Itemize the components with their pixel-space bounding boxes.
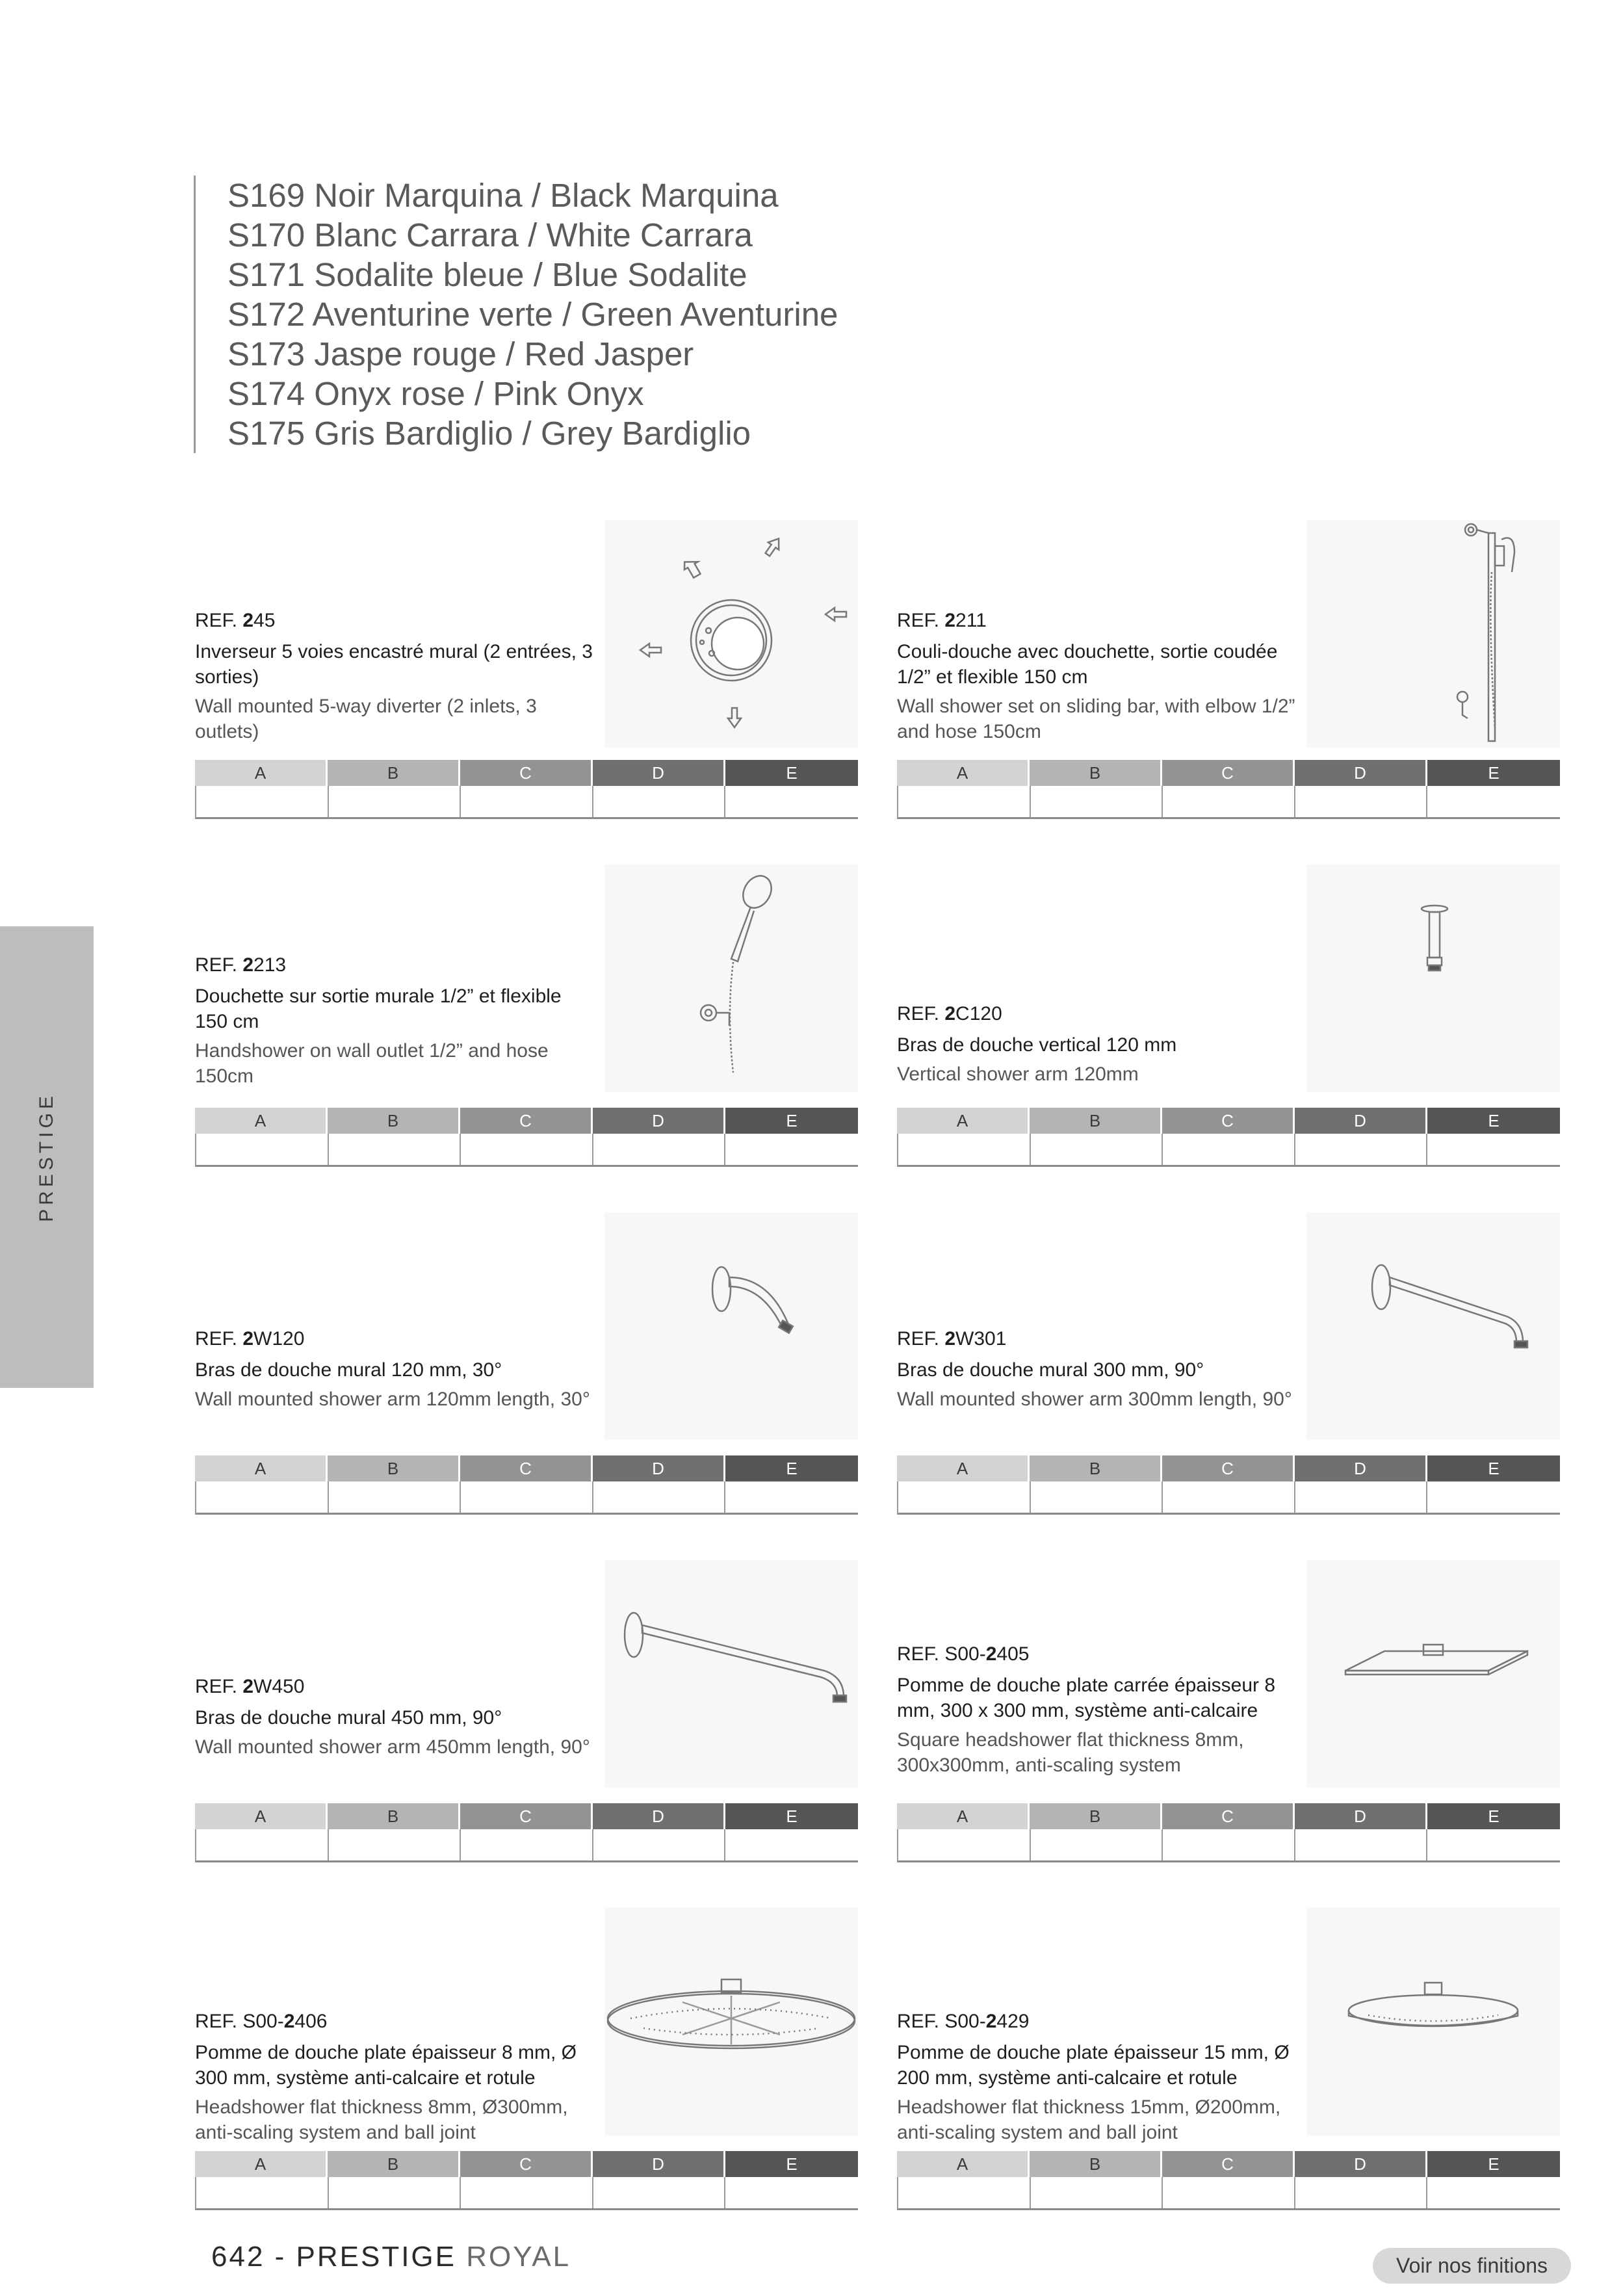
grid-value-cell — [725, 1481, 858, 1513]
grid-header-cell: B — [328, 1108, 460, 1134]
grid-value-cell — [329, 1134, 461, 1165]
grid-header-cell: C — [460, 1108, 593, 1134]
grid-header-cell: E — [725, 1455, 858, 1481]
grid-header-cell: B — [328, 1455, 460, 1481]
grid-header-cell: A — [897, 1108, 1030, 1134]
shower-arm-long-icon — [604, 1560, 858, 1788]
grid-header-cell: E — [1427, 1108, 1560, 1134]
finish-grid — [195, 1108, 858, 1167]
finish-item: S174 Onyx rose / Pink Onyx — [227, 375, 644, 412]
grid-header-cell: C — [1162, 1455, 1295, 1481]
finish-grid — [897, 1803, 1560, 1862]
grid-value-cell — [898, 2177, 1031, 2208]
finish-grid — [897, 2151, 1560, 2210]
grid-header-cell: E — [1427, 760, 1560, 786]
finish-item: S172 Aventurine verte / Green Aventurine — [227, 296, 838, 333]
grid-value-cell — [1163, 1829, 1295, 1860]
finish-grid — [897, 1455, 1560, 1515]
product-text — [897, 1641, 1300, 1778]
product-card — [195, 1908, 858, 2210]
grid-header-cell: B — [1030, 2151, 1162, 2177]
grid-value-cell — [1163, 1134, 1295, 1165]
grid-value-cell — [1427, 1134, 1560, 1165]
grid-value-cell — [1295, 1829, 1428, 1860]
product-text — [897, 608, 1300, 744]
grid-value-cell — [1031, 1134, 1163, 1165]
product-ref: REF. S00-2405 — [897, 1643, 1030, 1665]
grid-header-cell: A — [195, 2151, 328, 2177]
product-ref: REF. 2W120 — [195, 1328, 305, 1350]
product-desc-en: Wall mounted shower arm 450mm length, 90° — [195, 1736, 590, 1758]
finish-grid — [195, 1455, 858, 1515]
round-headshower-large-icon — [604, 1908, 858, 2135]
product-desc-fr: Pomme de douche plate épaisseur 15 mm, Ø 200 mm, système anti-calcaire et rotule — [897, 2042, 1290, 2089]
product-desc-en: Wall mounted shower arm 300mm length, 90° — [897, 1389, 1292, 1410]
product-ref: REF. 2211 — [897, 610, 987, 631]
page-footer-title — [211, 2241, 571, 2273]
grid-value-cell — [196, 1829, 329, 1860]
grid-header-cell: A — [897, 1455, 1030, 1481]
grid-value-cell — [461, 1134, 593, 1165]
product-ref: REF. S00-2406 — [195, 2011, 328, 2032]
finish-item: S169 Noir Marquina / Black Marquina — [227, 177, 779, 214]
grid-value-cell — [1427, 786, 1560, 817]
grid-value-cell — [725, 1829, 858, 1860]
grid-header-cell: D — [1295, 2151, 1427, 2177]
grid-value-cell — [329, 2177, 461, 2208]
grid-header-cell: B — [1030, 1455, 1162, 1481]
product-desc-en: Square headshower flat thickness 8mm, 300x300mm, anti-scaling system — [897, 1729, 1244, 1776]
grid-value-cell — [593, 1481, 726, 1513]
product-ref: REF. 2C120 — [897, 1003, 1002, 1024]
product-desc-fr: Bras de douche mural 300 mm, 90° — [897, 1359, 1204, 1381]
product-card — [897, 1560, 1560, 1862]
shower-arm-short-icon — [604, 1212, 858, 1440]
grid-header-cell: D — [593, 1108, 725, 1134]
product-text — [195, 1326, 598, 1412]
product-card — [195, 520, 858, 819]
grid-value-cell — [329, 1829, 461, 1860]
grid-header-cell: C — [460, 2151, 593, 2177]
product-text — [195, 1674, 598, 1760]
grid-value-cell — [1031, 2177, 1163, 2208]
grid-value-cell — [1295, 1134, 1428, 1165]
product-text — [897, 1001, 1300, 1087]
square-headshower-icon — [1306, 1560, 1560, 1788]
grid-header-cell: C — [1162, 1108, 1295, 1134]
grid-header-cell: A — [195, 1455, 328, 1481]
side-tab-label: PRESTIGE — [36, 1092, 57, 1222]
product-text — [195, 952, 598, 1089]
shower-arm-medium-icon — [1306, 1212, 1560, 1440]
grid-value-cell — [1295, 1481, 1428, 1513]
product-desc-fr: Pomme de douche plate épaisseur 8 mm, Ø 300 mm, système anti-calcaire et rotule — [195, 2042, 577, 2089]
grid-header-cell: C — [1162, 1803, 1295, 1829]
grid-header-cell: D — [1295, 1108, 1427, 1134]
grid-header-cell: D — [1295, 1803, 1427, 1829]
finish-grid — [195, 1803, 858, 1862]
grid-header-cell: C — [460, 1803, 593, 1829]
side-tab — [0, 926, 94, 1388]
grid-value-cell — [461, 2177, 593, 2208]
product-desc-fr: Bras de douche mural 450 mm, 90° — [195, 1707, 502, 1729]
grid-value-cell — [593, 786, 726, 817]
collection-name: ROYAL — [466, 2241, 571, 2273]
vertical-arm-icon — [1306, 865, 1560, 1092]
product-ref: REF. 2W301 — [897, 1328, 1007, 1350]
grid-value-cell — [593, 2177, 726, 2208]
product-ref: REF. 2W450 — [195, 1676, 305, 1697]
grid-value-cell — [1295, 786, 1428, 817]
grid-header-cell: A — [897, 2151, 1030, 2177]
product-ref: REF. S00-2429 — [897, 2011, 1030, 2032]
grid-value-cell — [1427, 1829, 1560, 1860]
grid-header-cell: B — [1030, 760, 1162, 786]
grid-value-cell — [1295, 2177, 1428, 2208]
grid-header-cell: D — [593, 1455, 725, 1481]
grid-header-cell: E — [1427, 1455, 1560, 1481]
grid-header-cell: E — [725, 760, 858, 786]
grid-value-cell — [725, 1134, 858, 1165]
grid-header-cell: B — [328, 2151, 460, 2177]
grid-value-cell — [1031, 1829, 1163, 1860]
product-card — [195, 1212, 858, 1515]
grid-value-cell — [329, 1481, 461, 1513]
product-text — [195, 608, 598, 744]
grid-header-cell: A — [195, 1108, 328, 1134]
grid-value-cell — [196, 1481, 329, 1513]
finish-item: S173 Jaspe rouge / Red Jasper — [227, 335, 694, 372]
grid-header-cell: C — [460, 760, 593, 786]
product-card — [195, 1560, 858, 1862]
grid-header-cell: E — [725, 1108, 858, 1134]
grid-header-cell: E — [1427, 2151, 1560, 2177]
product-card — [897, 865, 1560, 1167]
product-ref: REF. 245 — [195, 610, 276, 631]
grid-header-cell: D — [1295, 760, 1427, 786]
product-desc-en: Wall mounted shower arm 120mm length, 30° — [195, 1389, 590, 1410]
product-text — [897, 2009, 1300, 2145]
grid-header-cell: A — [195, 760, 328, 786]
grid-value-cell — [196, 2177, 329, 2208]
product-desc-en: Wall shower set on sliding bar, with elbow 1/2” and hose 150cm — [897, 696, 1295, 742]
finish-list — [194, 176, 1007, 453]
sliding-bar-shower-icon — [1306, 520, 1560, 748]
grid-header-cell: A — [195, 1803, 328, 1829]
grid-value-cell — [1163, 2177, 1295, 2208]
product-card — [897, 520, 1560, 819]
round-headshower-small-icon — [1306, 1908, 1560, 2135]
product-card — [195, 865, 858, 1167]
grid-header-cell: E — [1427, 1803, 1560, 1829]
product-desc-fr: Couli-douche avec douchette, sortie coudée 1/2” et flexible 150 cm — [897, 641, 1278, 688]
product-card — [897, 1908, 1560, 2210]
grid-header-cell: D — [593, 1803, 725, 1829]
product-desc-en: Vertical shower arm 120mm — [897, 1063, 1139, 1085]
diverter-icon — [604, 520, 858, 748]
grid-value-cell — [1031, 786, 1163, 817]
product-desc-fr: Bras de douche vertical 120 mm — [897, 1034, 1177, 1056]
product-desc-fr: Pomme de douche plate carrée épaisseur 8 mm, 300 x 300 mm, système anti-calcaire — [897, 1675, 1276, 1721]
finish-grid — [195, 2151, 858, 2210]
grid-header-cell: D — [593, 2151, 725, 2177]
grid-value-cell — [593, 1134, 726, 1165]
grid-value-cell — [461, 786, 593, 817]
finish-item: S170 Blanc Carrara / White Carrara — [227, 216, 753, 254]
page-number: 642 - PRESTIGE — [211, 2241, 467, 2273]
grid-value-cell — [1163, 1481, 1295, 1513]
grid-value-cell — [898, 1481, 1031, 1513]
grid-header-cell: A — [897, 760, 1030, 786]
grid-header-cell: D — [1295, 1455, 1427, 1481]
finish-item: S175 Gris Bardiglio / Grey Bardiglio — [227, 415, 751, 452]
grid-value-cell — [196, 1134, 329, 1165]
handshower-icon — [604, 865, 858, 1092]
grid-value-cell — [461, 1829, 593, 1860]
grid-value-cell — [461, 1481, 593, 1513]
product-text — [897, 1326, 1300, 1412]
product-desc-en: Wall mounted 5-way diverter (2 inlets, 3 outlets) — [195, 696, 537, 742]
grid-header-cell: B — [1030, 1803, 1162, 1829]
grid-value-cell — [1163, 786, 1295, 817]
grid-header-cell: C — [1162, 2151, 1295, 2177]
finish-grid — [897, 1108, 1560, 1167]
product-desc-fr: Inverseur 5 voies encastré mural (2 entrées, 3 sorties) — [195, 641, 593, 688]
grid-header-cell: A — [897, 1803, 1030, 1829]
grid-value-cell — [1427, 2177, 1560, 2208]
view-finishes-button[interactable]: Voir nos finitions — [1373, 2248, 1571, 2284]
grid-value-cell — [196, 786, 329, 817]
finish-item: S171 Sodalite bleue / Blue Sodalite — [227, 256, 747, 293]
grid-header-cell: B — [1030, 1108, 1162, 1134]
product-card — [897, 1212, 1560, 1515]
grid-value-cell — [329, 786, 461, 817]
grid-value-cell — [898, 1829, 1031, 1860]
grid-header-cell: E — [725, 2151, 858, 2177]
grid-value-cell — [725, 2177, 858, 2208]
finish-grid — [897, 760, 1560, 819]
finish-grid — [195, 760, 858, 819]
grid-header-cell: B — [328, 1803, 460, 1829]
product-desc-fr: Bras de douche mural 120 mm, 30° — [195, 1359, 502, 1381]
product-desc-en: Headshower flat thickness 8mm, Ø300mm, anti-scaling system and ball joint — [195, 2096, 568, 2143]
product-text — [195, 2009, 598, 2145]
product-desc-fr: Douchette sur sortie murale 1/2” et flexible 150 cm — [195, 985, 562, 1032]
grid-value-cell — [898, 1134, 1031, 1165]
grid-value-cell — [1031, 1481, 1163, 1513]
grid-header-cell: E — [725, 1803, 858, 1829]
product-desc-en: Headshower flat thickness 15mm, Ø200mm, anti-scaling system and ball joint — [897, 2096, 1281, 2143]
grid-value-cell — [593, 1829, 726, 1860]
grid-header-cell: D — [593, 760, 725, 786]
grid-value-cell — [1427, 1481, 1560, 1513]
grid-header-cell: B — [328, 760, 460, 786]
grid-value-cell — [898, 786, 1031, 817]
product-ref: REF. 2213 — [195, 954, 287, 976]
grid-header-cell: C — [1162, 760, 1295, 786]
grid-value-cell — [725, 786, 858, 817]
grid-header-cell: C — [460, 1455, 593, 1481]
product-desc-en: Handshower on wall outlet 1/2” and hose 150cm — [195, 1040, 549, 1087]
